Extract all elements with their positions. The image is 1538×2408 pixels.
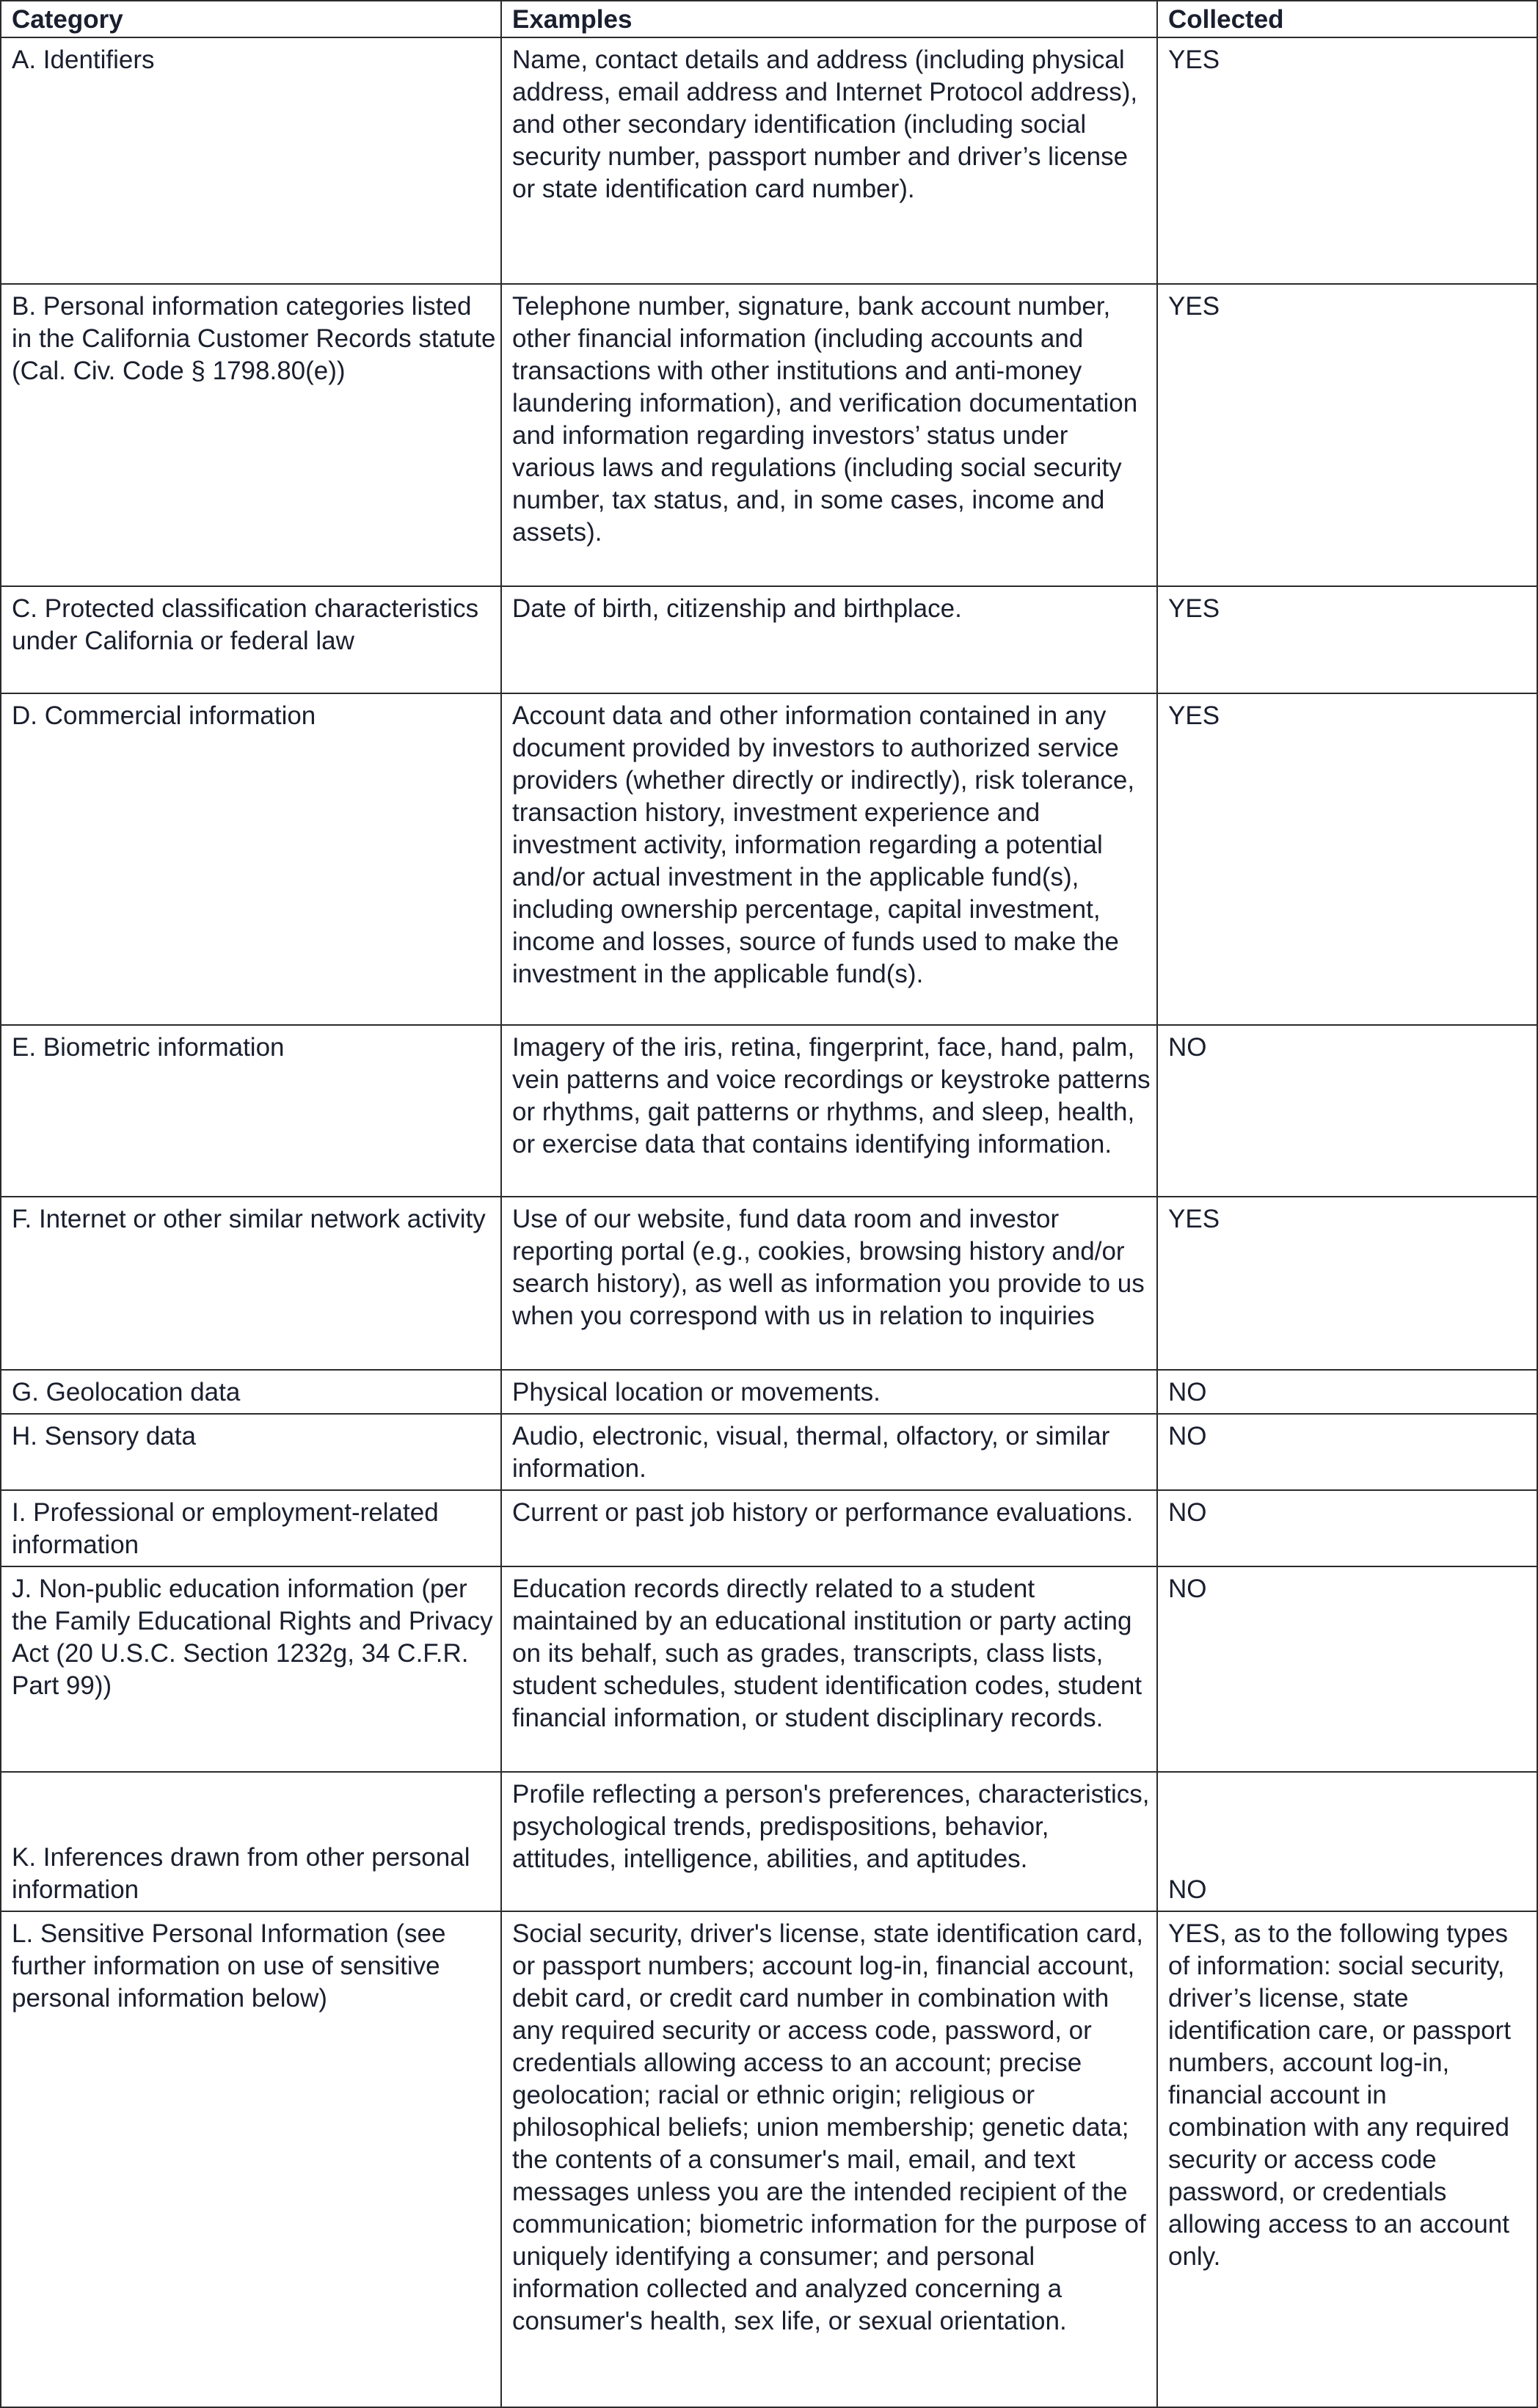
examples-cell: Current or past job history or performance evaluations. <box>501 1490 1157 1566</box>
category-cell: I. Professional or employment-related information <box>1 1490 501 1566</box>
category-cell: F. Internet or other similar network activity <box>1 1197 501 1370</box>
collected-cell: NO <box>1157 1772 1537 1911</box>
examples-cell: Audio, electronic, visual, thermal, olfactory, or similar information. <box>501 1414 1157 1490</box>
examples-cell: Imagery of the iris, retina, fingerprint, face, hand, palm, vein patterns and voice recordings or keystroke patterns or rhythms, gait patterns or rhythms, and sleep, health, or exercise data that contains identifying information. <box>501 1025 1157 1197</box>
table-row <box>1 1772 1537 1911</box>
examples-cell: Date of birth, citizenship and birthplace. <box>501 586 1157 693</box>
table-row <box>1 1490 1537 1566</box>
collected-cell: YES, as to the following types of information: social security, driver’s license, state identification care, or passport numbers, account log-in, financial account in combination with any required security or access code password, or credentials allowing access to an account only. <box>1157 1911 1537 2407</box>
collected-cell: YES <box>1157 1197 1537 1370</box>
collected-cell: YES <box>1157 37 1537 284</box>
category-cell: L. Sensitive Personal Information (see further information on use of sensitive personal information below) <box>1 1911 501 2407</box>
category-cell: J. Non-public education information (per the Family Educational Rights and Privacy Act (20 U.S.C. Section 1232g, 34 C.F.R. Part 99)) <box>1 1566 501 1772</box>
collected-cell: YES <box>1157 284 1537 586</box>
examples-cell: Physical location or movements. <box>501 1370 1157 1414</box>
examples-cell: Profile reflecting a person's preferences, characteristics, psychological trends, predispositions, behavior, attitudes, intelligence, abilities, and aptitudes. <box>501 1772 1157 1911</box>
category-cell: D. Commercial information <box>1 693 501 1025</box>
collected-cell: NO <box>1157 1025 1537 1197</box>
collected-cell: NO <box>1157 1490 1537 1566</box>
collected-cell: NO <box>1157 1566 1537 1772</box>
column-header-category: Category <box>1 1 501 37</box>
examples-cell: Education records directly related to a student maintained by an educational institution or party acting on its behalf, such as grades, transcripts, class lists, student schedules, student identification codes, student financial information, or student disciplinary records. <box>501 1566 1157 1772</box>
table-row <box>1 1370 1537 1414</box>
category-cell: H. Sensory data <box>1 1414 501 1490</box>
table-row <box>1 1025 1537 1197</box>
table-row <box>1 1197 1537 1370</box>
collected-cell: NO <box>1157 1414 1537 1490</box>
column-header-collected: Collected <box>1157 1 1537 37</box>
examples-cell: Use of our website, fund data room and investor reporting portal (e.g., cookies, browsing history and/or search history), as well as information you provide to us when you correspond with us in relation to inquiries <box>501 1197 1157 1370</box>
collected-cell: YES <box>1157 586 1537 693</box>
table-header-row <box>1 1 1537 37</box>
table-row <box>1 1414 1537 1490</box>
category-cell: B. Personal information categories listed in the California Customer Records statute (Cal. Civ. Code § 1798.80(e)) <box>1 284 501 586</box>
examples-cell: Telephone number, signature, bank account number, other financial information (including accounts and transactions with other institutions and anti-money laundering information), and verification documentation and information regarding investors’ status under various laws and regulations (including social security number, tax status, and, in some cases, income and assets). <box>501 284 1157 586</box>
examples-cell: Account data and other information contained in any document provided by investors to authorized service providers (whether directly or indirectly), risk tolerance, transaction history, investment experience and investment activity, information regarding a potential and/or actual investment in the applicable fund(s), including ownership percentage, capital investment, income and losses, source of funds used to make the investment in the applicable fund(s). <box>501 693 1157 1025</box>
table-row <box>1 37 1537 284</box>
category-cell: A. Identifiers <box>1 37 501 284</box>
table-row <box>1 284 1537 586</box>
collected-cell: NO <box>1157 1370 1537 1414</box>
column-header-examples: Examples <box>501 1 1157 37</box>
collected-cell: YES <box>1157 693 1537 1025</box>
table-row <box>1 1911 1537 2407</box>
examples-cell: Name, contact details and address (including physical address, email address and Internet Protocol address), and other secondary identification (including social security number, passport number and driver’s license or state identification card number). <box>501 37 1157 284</box>
category-cell: E. Biometric information <box>1 1025 501 1197</box>
table-row <box>1 1566 1537 1772</box>
category-cell: G. Geolocation data <box>1 1370 501 1414</box>
category-cell: K. Inferences drawn from other personal information <box>1 1772 501 1911</box>
table-row <box>1 586 1537 693</box>
examples-cell: Social security, driver's license, state identification card, or passport numbers; account log-in, financial account, debit card, or credit card number in combination with any required security or access code, password, or credentials allowing access to an account; precise geolocation; racial or ethnic origin; religious or philosophical beliefs; union membership; genetic data; the contents of a consumer's mail, email, and text messages unless you are the intended recipient of the communication; biometric information for the purpose of uniquely identifying a consumer; and personal information collected and analyzed concerning a consumer's health, sex life, or sexual orientation. <box>501 1911 1157 2407</box>
category-cell: C. Protected classification characteristics under California or federal law <box>1 586 501 693</box>
table-row <box>1 693 1537 1025</box>
